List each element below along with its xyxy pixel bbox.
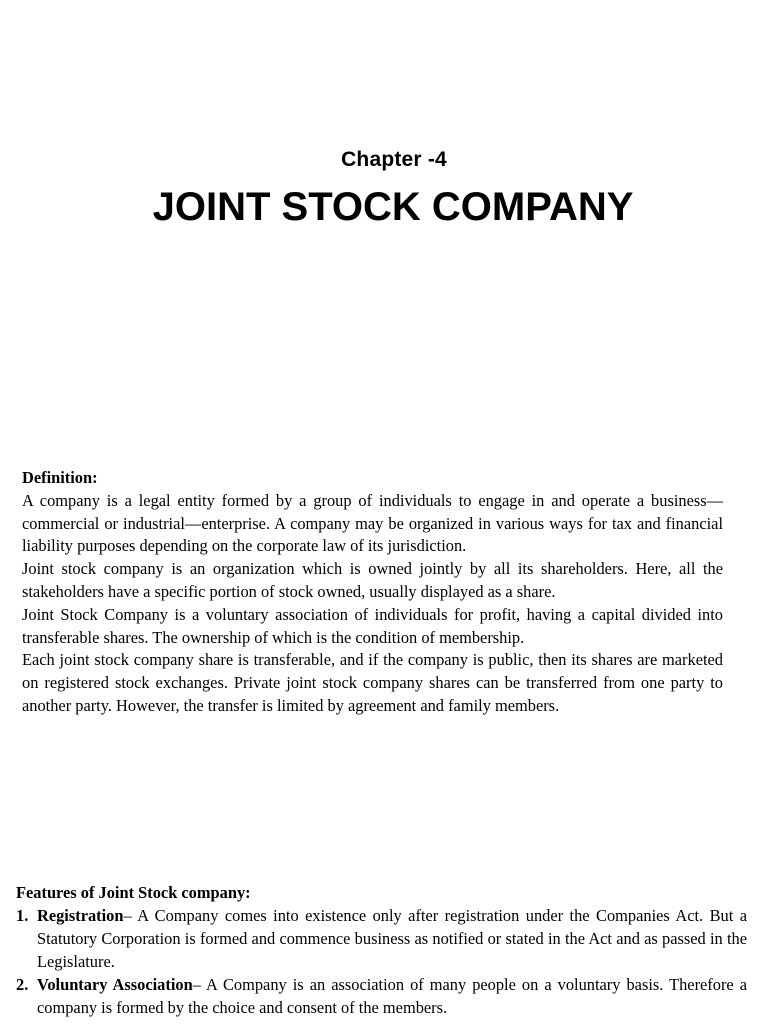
features-section <box>16 881 747 1019</box>
feature-text <box>37 904 747 973</box>
feature-description: – A Company comes into existence only after registration under the Companies Act. But a Statutory Corporation is formed and commence business as notified or stated in the Act and as passed in the Legislature. <box>37 906 747 971</box>
definition-paragraph-2: Joint stock company is an organization which is owned jointly by all its shareholders. Here, all the stakeholders have a specific portion of stock owned, usually displayed as a share. <box>22 559 723 601</box>
feature-text <box>37 973 747 1019</box>
definition-paragraph-4: Each joint stock company share is transferable, and if the company is public, then its shares are marketed on registered stock exchanges. Private joint stock company shares can be transferred from one party to another party. However, the transfer is limited by agreement and family members. <box>22 650 723 715</box>
feature-term: Voluntary Association <box>37 975 193 994</box>
features-heading: Features of Joint Stock company: <box>16 883 251 902</box>
features-list <box>16 904 747 1019</box>
feature-term: Registration <box>37 906 124 925</box>
definition-section <box>22 467 723 718</box>
feature-item-registration <box>16 904 747 973</box>
chapter-label: Chapter -4 <box>341 148 447 171</box>
feature-item-voluntary-association <box>16 973 747 1019</box>
definition-paragraph-1: A company is a legal entity formed by a group of individuals to engage in and operate a business—commercial or industrial—enterprise. A company may be organized in various ways for tax and financial liability purposes depending on the corporate law of its jurisdiction. <box>22 490 723 556</box>
definition-paragraph-3: Joint Stock Company is a voluntary association of individuals for profit, having a capital divided into transferable shares. The ownership of which is the condition of membership. <box>22 604 723 647</box>
definition-heading: Definition: <box>22 468 98 487</box>
feature-number: 2. <box>16 975 29 994</box>
page-title: JOINT STOCK COMPANY <box>152 185 634 229</box>
feature-description: – A Company is an association of many people on a voluntary basis. Therefore a company is formed by the choice and consent of the members. <box>37 975 748 1017</box>
feature-number: 1. <box>16 906 29 925</box>
